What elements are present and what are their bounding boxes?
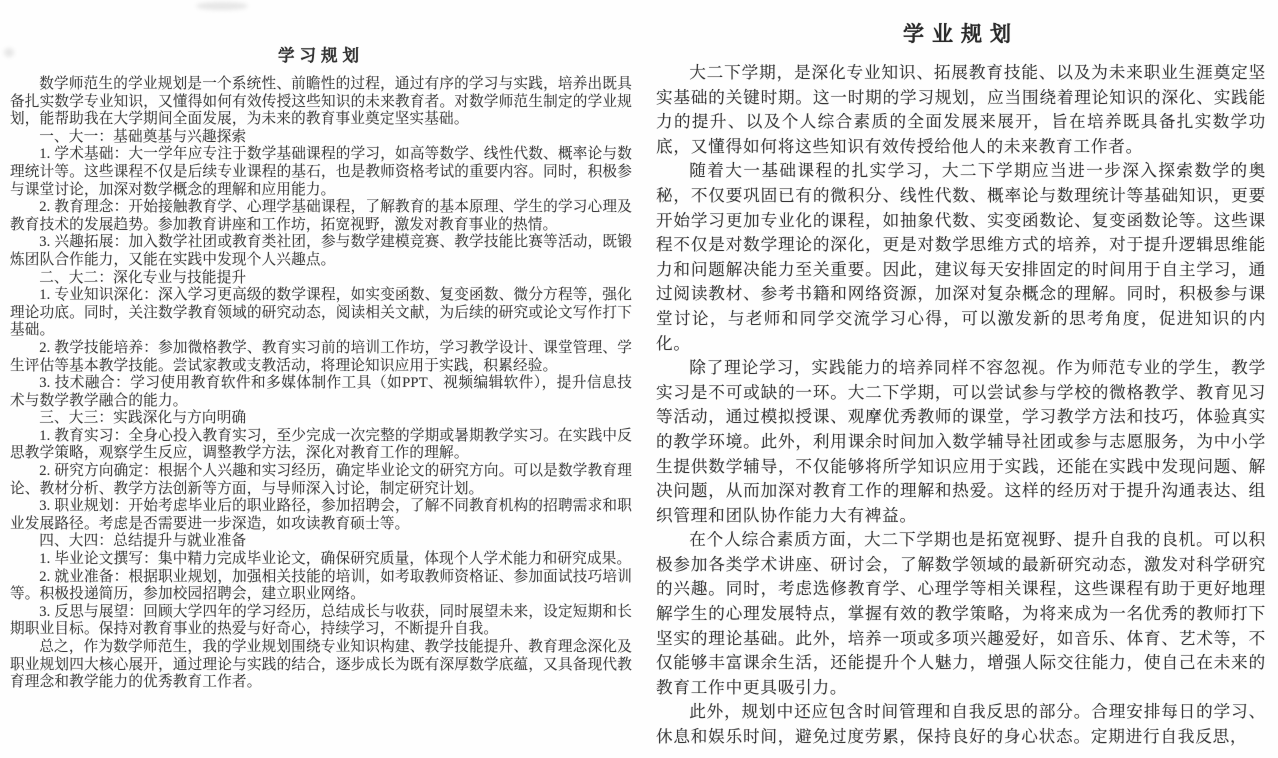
paragraph: 除了理论学习，实践能力的培养同样不容忽视。作为师范专业的学生，教学实习是不可或缺的一环。大二下学期，可以尝试参与学校的微格教学、教育见习等活动，通过模拟授课、观摩优秀教师的课堂，学习教学方法和技巧，体验真实的教学环境。此外，利用课余时间加入数学辅导社团或参与志愿服务，为中小学生提供数学辅导，不仅能够将所学知识应用于实践，还能在实践中发现问题、解决问题，从而加深对教育工作的理解和热爱。这样的经历对于提升沟通表达、组织管理和团队协作能力大有裨益。: [656, 358, 1266, 525]
paragraph: 随着大一基础课程的扎实学习，大二下学期应当进一步深入探索数学的奥秘，不仅要巩固已有的微积分、线性代数、概率论与数理统计等基础知识，更要开始学习更加专业化的课程，如抽象代数、实变函数论、复变函数论等。这些课程不仅是对数学理论的深化，更是对数学思维方式的培养，对于提升逻辑思维能力和问题解决能力至关重要。因此，建议每天安排固定的时间用于自主学习，通过阅读教材、参考书籍和网络资源，加深对复杂概念的理解。同时，积极参与课堂讨论，与老师和同学交流学习心得，可以激发新的思考角度，促进知识的内化。: [656, 161, 1266, 353]
paragraph: 3. 兴趣拓展：加入数学社团或教育类社团，参与数学建模竞赛、教学技能比赛等活动，既锻炼团队合作能力，又能在实践中发现个人兴趣点。: [10, 234, 632, 268]
section-heading-year1: 一、大一：基础奠基与兴趣探索: [39, 128, 247, 145]
paragraph-conclusion: 总之，作为数学师范生，我的学业规划围绕专业知识构建、教学技能提升、教育理念深化及职业规划四大核心展开，通过理论与实践的结合，逐步成长为既有深厚数学底蕴，又具备现代教育理念和教学能力的优秀教育工作者。: [10, 639, 632, 691]
paragraph: 3. 反思与展望：回顾大学四年的学习经历，总结成长与收获，同时展望未来，设定短期和长期职业目标。保持对教育事业的热爱与好奇心，持续学习，不断提升自我。: [10, 603, 632, 638]
paragraph: 2. 教学技能培养：参加微格教学、教育实习前的培训工作坊，学习教学设计、课堂管理、学生评估等基本教学技能。尝试家教或支教活动，将理论知识应用于实践，积累经验。: [10, 339, 632, 374]
section-heading-year2: 二、大二：深化专业与技能提升: [39, 269, 247, 286]
paragraph-truncated: 此外，规划中还应包含时间管理和自我反思的部分。合理安排每日的学习、休息和娱乐时间，避免过度劳累，保持良好的身心状态。定期进行自我反思，: [656, 702, 1266, 747]
paragraph: 2. 教育理念：开始接触教育学、心理学基础课程，了解教育的基本原理、学生的学习心理及教育技术的发展趋势。参加教育讲座和工作坊，拓宽视野，激发对教育事业的热情。: [10, 199, 632, 233]
paragraph: 1. 毕业论文撰写：集中精力完成毕业论文，确保研究质量，体现个人学术能力和研究成果。: [39, 551, 632, 568]
paragraph: 2. 研究方向确定：根据个人兴趣和实习经历，确定毕业论文的研究方向。可以是数学教育理论、教材分析、教学方法创新等方面，与导师深入讨论，制定研究计划。: [10, 463, 632, 497]
page-title: 学业规划: [903, 22, 1019, 46]
paragraph: 3. 技术融合：学习使用教育软件和多媒体制作工具（如PPT、视频编辑软件），提升信息技术与数学教学融合的能力。: [10, 375, 632, 409]
section-heading-year3: 三、大三：实践深化与方向明确: [39, 410, 247, 427]
paragraph-intro: 数学师范生的学业规划是一个系统性、前瞻性的过程，通过有序的学习与实践，培养出既具备扎实数学专业知识，又懂得如何有效传授这些知识的未来教育者。对数学师范生制定的学业规划，能帮助我在大学期间全面发展，为未来的教育事业奠定坚实基础。: [10, 76, 632, 128]
paragraph: 1. 教育实习：全身心投入教育实习，至少完成一次完整的学期或暑期教学实习。在实践中反思教学策略，观察学生反应，调整教学方法，深化对教育工作的理解。: [10, 427, 632, 462]
document-page-right: [642, 0, 1278, 758]
page-title: 学习规划: [278, 46, 364, 65]
paragraph: 1. 专业知识深化：深入学习更高级的数学课程，如实变函数、复变函数、微分方程等，强化理论功底。同时，关注数学教育领域的研究动态，阅读相关文献，为后续的研究或论文写作打下基础。: [10, 287, 632, 339]
paragraph: 在个人综合素质方面，大二下学期也是拓宽视野、提升自我的良机。可以积极参加各类学术讲座、研讨会，了解数学领域的最新研究动态，激发对科学研究的兴趣。同时，考虑选修教育学、心理学等相关课程，这些课程有助于更好地理解学生的心理发展特点，掌握有效的教学策略，为将来成为一名优秀的教师打下坚实的理论基础。此外，培养一项或多项兴趣爱好，如音乐、体育、艺术等，不仅能够丰富课余生活，还能提升个人魅力，增强人际交往能力，使自己在未来的教育工作中更具吸引力。: [656, 530, 1266, 697]
section-heading-year4: 四、大四：总结提升与就业准备: [39, 533, 247, 550]
paragraph: 1. 学术基础：大一学年应专注于数学基础课程的学习，如高等数学、线性代数、概率论与数理统计等。这些课程不仅是后续专业课程的基石，也是教师资格考试的重要内容。同时，积极参与课堂讨论，加深对数学概念的理解和应用能力。: [10, 146, 632, 198]
paragraph: 3. 职业规划：开始考虑毕业后的职业路径，参加招聘会，了解不同教育机构的招聘需求和职业发展路径。考虑是否需要进一步深造，如攻读教育硕士等。: [10, 498, 632, 532]
paragraph-intro: 大二下学期，是深化专业知识、拓展教育技能、以及为未来职业生涯奠定坚实基础的关键时期。这一时期的学习规划，应当围绕着理论知识的深化、实践能力的提升、以及个人综合素质的全面发展来展开，旨在培养既具备扎实数学功底，又懂得如何将这些知识有效传授给他人的未来教育工作者。: [656, 63, 1266, 156]
paragraph: 2. 就业准备：根据职业规划，加强相关技能的培训，如考取教师资格证、参加面试技巧培训等。积极投递简历，参加校园招聘会，建立职业网络。: [10, 568, 632, 603]
